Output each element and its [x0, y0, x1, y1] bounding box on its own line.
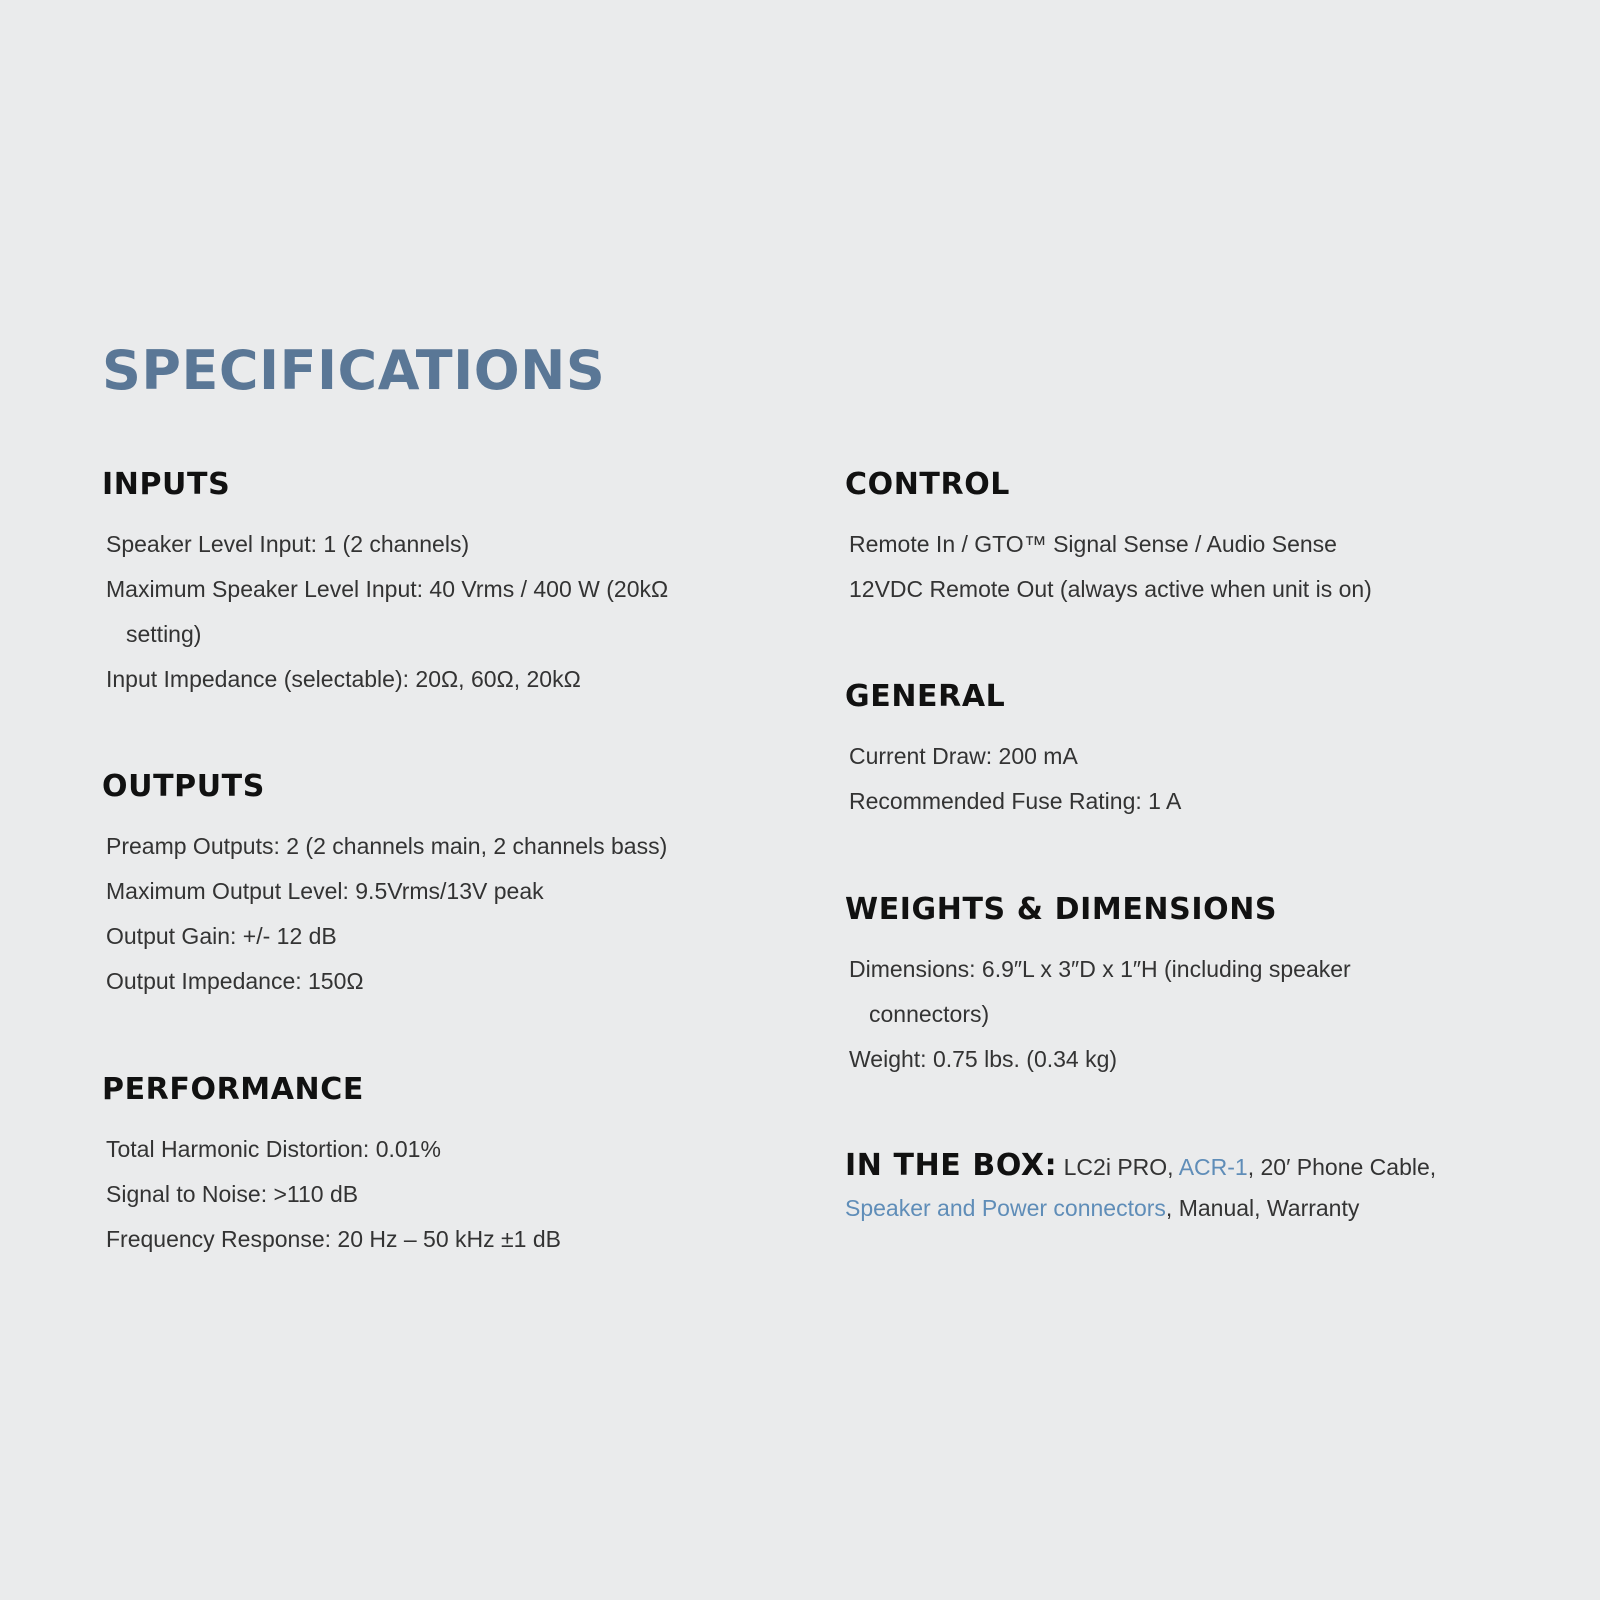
- section-heading-weights-dimensions: WEIGHTS & DIMENSIONS: [845, 892, 1278, 927]
- acr-1-link[interactable]: ACR-1: [1178, 1154, 1248, 1180]
- page-title: SPECIFICATIONS: [102, 339, 606, 402]
- section-general: [845, 679, 1545, 824]
- spec-item: Signal to Noise: >110 dB: [106, 1181, 359, 1207]
- section-heading-outputs: OUTPUTS: [102, 769, 265, 804]
- spec-item: Input Impedance (selectable): 20Ω, 60Ω, 20kΩ: [106, 666, 581, 692]
- spec-list-control: [845, 522, 1545, 612]
- spec-item: Weight: 0.75 lbs. (0.34 kg): [849, 1046, 1118, 1072]
- spec-list-general: [845, 734, 1545, 824]
- spec-list-performance: [102, 1127, 782, 1262]
- section-performance: [102, 1072, 782, 1262]
- spec-item: Recommended Fuse Rating: 1 A: [849, 788, 1182, 814]
- spec-list-inputs: [102, 522, 742, 702]
- spec-item: Speaker Level Input: 1 (2 channels): [106, 531, 470, 557]
- spec-item: Total Harmonic Distortion: 0.01%: [106, 1136, 441, 1162]
- spec-item: Output Impedance: 150Ω: [106, 968, 364, 994]
- section-weights-dimensions: [845, 892, 1445, 1082]
- spec-list-outputs: [102, 824, 782, 1004]
- in-the-box: [845, 1145, 1505, 1229]
- speaker-power-connectors-link[interactable]: Speaker and Power connectors: [845, 1195, 1166, 1221]
- spec-item: Preamp Outputs: 2 (2 channels main, 2 channels bass): [106, 833, 668, 859]
- section-heading-general: GENERAL: [845, 679, 1006, 714]
- spec-item: Maximum Speaker Level Input: 40 Vrms / 400 W (20kΩ setting): [106, 576, 669, 647]
- spec-list-weights-dimensions: [845, 947, 1445, 1082]
- spec-item: Remote In / GTO™ Signal Sense / Audio Sense: [849, 531, 1337, 557]
- section-inputs: [102, 467, 742, 702]
- spec-item: Maximum Output Level: 9.5Vrms/13V peak: [106, 878, 544, 904]
- section-heading-control: CONTROL: [845, 467, 1011, 502]
- section-heading-performance: PERFORMANCE: [102, 1072, 364, 1107]
- in-the-box-text: LC2i PRO,: [1057, 1154, 1179, 1180]
- section-heading-inputs: INPUTS: [102, 467, 231, 502]
- spec-item: 12VDC Remote Out (always active when unit is on): [849, 576, 1372, 602]
- in-the-box-text: , Manual, Warranty: [1165, 1195, 1360, 1221]
- spec-item: Dimensions: 6.9″L x 3″D x 1″H (including speaker connectors): [849, 956, 1351, 1027]
- spec-item: Current Draw: 200 mA: [849, 743, 1078, 769]
- section-control: [845, 467, 1545, 612]
- in-the-box-heading: IN THE BOX:: [845, 1148, 1058, 1183]
- spec-item: Output Gain: +/- 12 dB: [106, 923, 337, 949]
- section-outputs: [102, 769, 782, 1004]
- spec-item: Frequency Response: 20 Hz – 50 kHz ±1 dB: [106, 1226, 561, 1252]
- in-the-box-text: , 20′ Phone Cable,: [1247, 1154, 1437, 1180]
